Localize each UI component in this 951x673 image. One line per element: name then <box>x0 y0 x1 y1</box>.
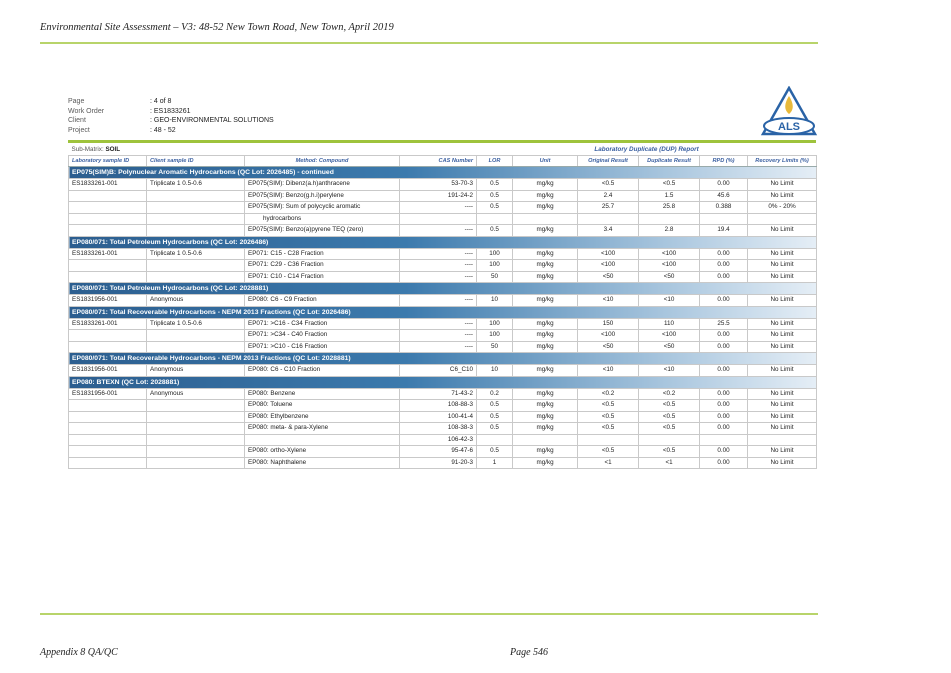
cell-lab-sample-id <box>69 271 147 283</box>
cell-rpd: 0.00 <box>700 271 748 283</box>
cell-rpd: 0.00 <box>700 330 748 342</box>
table-row <box>69 400 817 412</box>
cell-lor: 0.5 <box>477 225 513 237</box>
cell-rpd: 0.00 <box>700 457 748 469</box>
cell-cas-number: ---- <box>400 318 477 330</box>
cell-lab-sample-id <box>69 330 147 342</box>
cell-cas-number: 191-24-2 <box>400 190 477 202</box>
cell-original-result: 3.4 <box>578 225 639 237</box>
table-row <box>69 248 817 260</box>
cell-client-sample-id: Triplicate 1 0.5-0.6 <box>147 179 245 191</box>
meta-row-work-order <box>68 107 816 117</box>
section-header-row <box>69 236 817 248</box>
cell-rpd: 0.00 <box>700 341 748 353</box>
meta-value: : 48 - 52 <box>150 126 176 134</box>
cell-cas-number: 53-70-3 <box>400 179 477 191</box>
cell-lor: 0.5 <box>477 202 513 214</box>
cell-cas-number: ---- <box>400 225 477 237</box>
cell-duplicate-result: <1 <box>639 457 700 469</box>
meta-label: Client <box>68 117 86 124</box>
cell-compound: EP071: C10 - C14 Fraction <box>245 271 400 283</box>
cell-client-sample-id <box>147 446 245 458</box>
cell-cas-number <box>400 213 477 225</box>
cell-lab-sample-id <box>69 434 147 446</box>
col-client-sample-id: Client sample ID <box>147 156 245 167</box>
table-row <box>69 295 817 307</box>
cell-rpd: 25.5 <box>700 318 748 330</box>
cell-lor: 0.5 <box>477 446 513 458</box>
cell-duplicate-result <box>639 213 700 225</box>
cell-cas-number: ---- <box>400 260 477 272</box>
cell-duplicate-result: 110 <box>639 318 700 330</box>
cell-client-sample-id <box>147 190 245 202</box>
cell-rpd: 0.00 <box>700 295 748 307</box>
cell-lor: 10 <box>477 295 513 307</box>
meta-row-project <box>68 126 816 136</box>
col-lor: LOR <box>477 156 513 167</box>
cell-original-result: <100 <box>578 330 639 342</box>
cell-lor: 1 <box>477 457 513 469</box>
cell-recovery-limit: No Limit <box>748 318 817 330</box>
cell-duplicate-result: <100 <box>639 260 700 272</box>
cell-original-result: <0.2 <box>578 388 639 400</box>
col-cas-number: CAS Number <box>400 156 477 167</box>
cell-client-sample-id: Triplicate 1 0.5-0.6 <box>147 248 245 260</box>
section-title: EP080/071: Total Recoverable Hydrocarbons - NEPM 2013 Fractions (QC Lot: 2026486) <box>69 306 817 318</box>
cell-cas-number: 106-42-3 <box>400 434 477 446</box>
table-row <box>69 179 817 191</box>
table-row <box>69 190 817 202</box>
cell-lor: 0.5 <box>477 179 513 191</box>
cell-cas-number: 100-41-4 <box>400 411 477 423</box>
cell-client-sample-id <box>147 341 245 353</box>
duplicate-report-table <box>68 145 817 469</box>
cell-rpd: 0.00 <box>700 400 748 412</box>
cell-cas-number: ---- <box>400 248 477 260</box>
cell-lab-sample-id <box>69 213 147 225</box>
cell-lab-sample-id <box>69 446 147 458</box>
cell-lab-sample-id <box>69 190 147 202</box>
cell-compound: EP071: C29 - C36 Fraction <box>245 260 400 272</box>
cell-original-result: <50 <box>578 271 639 283</box>
cell-lab-sample-id: ES1831956-001 <box>69 295 147 307</box>
cell-lor: 100 <box>477 260 513 272</box>
cell-recovery-limit: No Limit <box>748 190 817 202</box>
cell-client-sample-id <box>147 202 245 214</box>
cell-lor <box>477 434 513 446</box>
table-body <box>69 145 817 469</box>
cell-rpd: 0.00 <box>700 446 748 458</box>
cell-compound: EP071: >C34 - C40 Fraction <box>245 330 400 342</box>
section-header-row <box>69 283 817 295</box>
cell-client-sample-id <box>147 271 245 283</box>
cell-client-sample-id <box>147 411 245 423</box>
cell-unit: mg/kg <box>513 423 578 435</box>
cell-original-result: <0.5 <box>578 411 639 423</box>
cell-compound: EP080: ortho-Xylene <box>245 446 400 458</box>
cell-original-result: <10 <box>578 295 639 307</box>
cell-compound: EP075(SIM): Benzo(a)pyrene TEQ (zero) <box>245 225 400 237</box>
page-number: Page 546 <box>510 647 549 658</box>
cell-duplicate-result: <0.5 <box>639 446 700 458</box>
cell-original-result: <0.5 <box>578 446 639 458</box>
cell-lab-sample-id <box>69 457 147 469</box>
meta-row-client <box>68 116 816 126</box>
cell-cas-number: 108-88-3 <box>400 400 477 412</box>
section-title: EP080/071: Total Petroleum Hydrocarbons (QC Lot: 2028881) <box>69 283 817 295</box>
cell-unit: mg/kg <box>513 457 578 469</box>
cell-lor: 0.5 <box>477 423 513 435</box>
col-unit: Unit <box>513 156 578 167</box>
table-row <box>69 446 817 458</box>
section-header-row <box>69 306 817 318</box>
cell-rpd: 0.00 <box>700 411 748 423</box>
cell-lor: 100 <box>477 330 513 342</box>
cell-unit: mg/kg <box>513 330 578 342</box>
cell-duplicate-result: <0.5 <box>639 411 700 423</box>
cell-compound: EP075(SIM): Sum of polycyclic aromatic <box>245 202 400 214</box>
cell-lor: 0.5 <box>477 190 513 202</box>
cell-cas-number: ---- <box>400 295 477 307</box>
cell-lab-sample-id <box>69 411 147 423</box>
meta-label: Page <box>68 98 85 105</box>
cell-duplicate-result: <50 <box>639 341 700 353</box>
cell-duplicate-result: 25.8 <box>639 202 700 214</box>
cell-client-sample-id <box>147 225 245 237</box>
cell-recovery-limit <box>748 434 817 446</box>
col-lab-sample-id: Laboratory sample ID <box>69 156 147 167</box>
cell-original-result: <50 <box>578 341 639 353</box>
cell-cas-number: ---- <box>400 271 477 283</box>
cell-recovery-limit: No Limit <box>748 260 817 272</box>
col-rpd: RPD (%) <box>700 156 748 167</box>
cell-duplicate-result <box>639 434 700 446</box>
cell-recovery-limit: No Limit <box>748 271 817 283</box>
cell-rpd: 0.00 <box>700 365 748 377</box>
header-green-bar <box>68 140 816 143</box>
cell-lor: 0.2 <box>477 388 513 400</box>
cell-client-sample-id: Anonymous <box>147 295 245 307</box>
cell-recovery-limit: No Limit <box>748 365 817 377</box>
cell-client-sample-id <box>147 423 245 435</box>
cell-unit: mg/kg <box>513 190 578 202</box>
cell-original-result: 150 <box>578 318 639 330</box>
table-row <box>69 388 817 400</box>
cell-cas-number: 91-20-3 <box>400 457 477 469</box>
cell-unit: mg/kg <box>513 388 578 400</box>
cell-compound: EP080: C6 - C10 Fraction <box>245 365 400 377</box>
report-meta-block <box>68 97 816 135</box>
submatrix-value: SOIL <box>105 146 121 153</box>
cell-rpd: 45.6 <box>700 190 748 202</box>
cell-rpd: 0.00 <box>700 388 748 400</box>
cell-lor: 100 <box>477 248 513 260</box>
cell-compound: EP080: C6 - C9 Fraction <box>245 295 400 307</box>
cell-original-result: <0.5 <box>578 179 639 191</box>
cell-duplicate-result: <50 <box>639 271 700 283</box>
section-title: EP080/071: Total Recoverable Hydrocarbons - NEPM 2013 Fractions (QC Lot: 2028881) <box>69 353 817 365</box>
cell-recovery-limit: 0% - 20% <box>748 202 817 214</box>
cell-recovery-limit: No Limit <box>748 388 817 400</box>
cell-lab-sample-id: ES1831956-001 <box>69 365 147 377</box>
cell-original-result: <0.5 <box>578 423 639 435</box>
submatrix-row <box>69 145 817 156</box>
cell-recovery-limit: No Limit <box>748 400 817 412</box>
report-meta <box>68 97 816 135</box>
cell-recovery-limit: No Limit <box>748 248 817 260</box>
cell-lab-sample-id <box>69 260 147 272</box>
col-original-result: Original Result <box>578 156 639 167</box>
document-header: Environmental Site Assessment – V3: 48-52 New Town Road, New Town, April 2019 <box>40 22 394 33</box>
column-header-row <box>69 156 817 167</box>
cell-cas-number: 95-47-6 <box>400 446 477 458</box>
cell-unit: mg/kg <box>513 365 578 377</box>
section-title: EP080: BTEXN (QC Lot: 2028881) <box>69 376 817 388</box>
section-header-row <box>69 353 817 365</box>
cell-duplicate-result: <100 <box>639 330 700 342</box>
cell-lor: 0.5 <box>477 400 513 412</box>
cell-recovery-limit: No Limit <box>748 423 817 435</box>
cell-compound: EP080: Naphthalene <box>245 457 400 469</box>
cell-duplicate-result: <10 <box>639 365 700 377</box>
cell-cas-number: ---- <box>400 330 477 342</box>
cell-recovery-limit: No Limit <box>748 330 817 342</box>
cell-original-result: 25.7 <box>578 202 639 214</box>
cell-compound: EP080: Benzene <box>245 388 400 400</box>
cell-rpd: 0.00 <box>700 179 748 191</box>
cell-unit: mg/kg <box>513 411 578 423</box>
meta-label: Project <box>68 126 90 134</box>
section-header-row <box>69 376 817 388</box>
cell-unit: mg/kg <box>513 400 578 412</box>
cell-original-result: <0.5 <box>578 400 639 412</box>
cell-recovery-limit: No Limit <box>748 446 817 458</box>
cell-original-result: <100 <box>578 248 639 260</box>
cell-recovery-limit: No Limit <box>748 457 817 469</box>
cell-unit: mg/kg <box>513 202 578 214</box>
cell-cas-number: C6_C10 <box>400 365 477 377</box>
cell-lab-sample-id <box>69 225 147 237</box>
cell-duplicate-result: <0.5 <box>639 423 700 435</box>
table-row <box>69 411 817 423</box>
cell-rpd: 0.388 <box>700 202 748 214</box>
cell-unit <box>513 434 578 446</box>
cell-client-sample-id: Anonymous <box>147 365 245 377</box>
cell-recovery-limit: No Limit <box>748 341 817 353</box>
cell-client-sample-id: Triplicate 1 0.5-0.6 <box>147 318 245 330</box>
cell-compound: EP080: meta- & para-Xylene <box>245 423 400 435</box>
cell-lor <box>477 213 513 225</box>
cell-compound: EP080: Toluene <box>245 400 400 412</box>
cell-cas-number: ---- <box>400 341 477 353</box>
col-duplicate-result: Duplicate Result <box>639 156 700 167</box>
table-row <box>69 318 817 330</box>
cell-original-result: <10 <box>578 365 639 377</box>
cell-lab-sample-id: ES1831956-001 <box>69 388 147 400</box>
cell-unit: mg/kg <box>513 225 578 237</box>
cell-duplicate-result: <10 <box>639 295 700 307</box>
cell-compound <box>245 434 400 446</box>
cell-lor: 10 <box>477 365 513 377</box>
cell-recovery-limit: No Limit <box>748 411 817 423</box>
cell-lab-sample-id <box>69 341 147 353</box>
table-row <box>69 330 817 342</box>
cell-lor: 50 <box>477 271 513 283</box>
cell-lab-sample-id: ES1833261-001 <box>69 248 147 260</box>
col-method-compound: Method: Compound <box>245 156 400 167</box>
cell-duplicate-result: 1.5 <box>639 190 700 202</box>
table-row <box>69 260 817 272</box>
cell-client-sample-id: Anonymous <box>147 388 245 400</box>
cell-rpd: 19.4 <box>700 225 748 237</box>
submatrix-label: Sub-Matrix: <box>71 146 106 153</box>
als-logo-icon <box>760 86 818 138</box>
cell-recovery-limit: No Limit <box>748 295 817 307</box>
meta-value: : ES1833261 <box>150 107 191 115</box>
cell-unit: mg/kg <box>513 446 578 458</box>
section-title: EP080/071: Total Petroleum Hydrocarbons (QC Lot: 2026486) <box>69 236 817 248</box>
cell-client-sample-id <box>147 400 245 412</box>
cell-lor: 0.5 <box>477 411 513 423</box>
cell-client-sample-id <box>147 260 245 272</box>
footer-rule <box>40 613 818 615</box>
meta-value: : 4 of 8 <box>150 98 172 105</box>
table-row <box>69 341 817 353</box>
cell-cas-number: ---- <box>400 202 477 214</box>
cell-cas-number: 108-38-3 <box>400 423 477 435</box>
cell-unit: mg/kg <box>513 341 578 353</box>
cell-lor: 100 <box>477 318 513 330</box>
cell-unit: mg/kg <box>513 271 578 283</box>
cell-compound: EP071: >C10 - C16 Fraction <box>245 341 400 353</box>
cell-unit: mg/kg <box>513 179 578 191</box>
header-rule <box>40 42 818 44</box>
cell-duplicate-result: 2.8 <box>639 225 700 237</box>
cell-original-result <box>578 213 639 225</box>
cell-duplicate-result: <0.5 <box>639 179 700 191</box>
cell-unit: mg/kg <box>513 295 578 307</box>
table-row <box>69 271 817 283</box>
meta-value: : GEO-ENVIRONMENTAL SOLUTIONS <box>150 117 274 124</box>
cell-compound: EP075(SIM): Dibenz(a.h)anthracene <box>245 179 400 191</box>
cell-unit <box>513 213 578 225</box>
cell-original-result <box>578 434 639 446</box>
cell-lab-sample-id <box>69 202 147 214</box>
section-header-row <box>69 167 817 179</box>
cell-compound: EP075(SIM): Benzo(g.h.i)perylene <box>245 190 400 202</box>
cell-client-sample-id <box>147 457 245 469</box>
cell-rpd: 0.00 <box>700 260 748 272</box>
report-title: Laboratory Duplicate (DUP) Report <box>477 145 817 156</box>
cell-original-result: <100 <box>578 260 639 272</box>
submatrix-cell <box>69 145 477 156</box>
cell-cas-number: 71-43-2 <box>400 388 477 400</box>
cell-lab-sample-id <box>69 423 147 435</box>
cell-client-sample-id <box>147 330 245 342</box>
cell-compound: EP080: Ethylbenzene <box>245 411 400 423</box>
table-row <box>69 423 817 435</box>
cell-unit: mg/kg <box>513 260 578 272</box>
cell-unit: mg/kg <box>513 248 578 260</box>
cell-lab-sample-id: ES1833261-001 <box>69 318 147 330</box>
table-row <box>69 457 817 469</box>
cell-compound: EP071: C15 - C28 Fraction <box>245 248 400 260</box>
cell-recovery-limit <box>748 213 817 225</box>
cell-compound: hydrocarbons <box>245 213 400 225</box>
table-row <box>69 434 817 446</box>
document-footer-left: Appendix 8 QA/QC <box>40 647 118 658</box>
cell-original-result: <1 <box>578 457 639 469</box>
cell-client-sample-id <box>147 434 245 446</box>
cell-duplicate-result: <100 <box>639 248 700 260</box>
cell-duplicate-result: <0.2 <box>639 388 700 400</box>
cell-duplicate-result: <0.5 <box>639 400 700 412</box>
table-row <box>69 365 817 377</box>
cell-rpd: 0.00 <box>700 423 748 435</box>
logo-text: ALS <box>778 121 800 133</box>
cell-unit: mg/kg <box>513 318 578 330</box>
col-recovery-limits: Recovery Limits (%) <box>748 156 817 167</box>
meta-row-page <box>68 97 816 107</box>
cell-lor: 50 <box>477 341 513 353</box>
cell-recovery-limit: No Limit <box>748 225 817 237</box>
cell-rpd: 0.00 <box>700 248 748 260</box>
cell-original-result: 2.4 <box>578 190 639 202</box>
section-title: EP075(SIM)B: Polynuclear Aromatic Hydrocarbons (QC Lot: 2026485) - continued <box>69 167 817 179</box>
cell-compound: EP071: >C16 - C34 Fraction <box>245 318 400 330</box>
cell-lab-sample-id <box>69 400 147 412</box>
cell-client-sample-id <box>147 213 245 225</box>
meta-label: Work Order <box>68 107 105 115</box>
table-row <box>69 225 817 237</box>
cell-recovery-limit: No Limit <box>748 179 817 191</box>
cell-rpd <box>700 213 748 225</box>
cell-rpd <box>700 434 748 446</box>
table-row <box>69 213 817 225</box>
table-row <box>69 202 817 214</box>
cell-lab-sample-id: ES1833261-001 <box>69 179 147 191</box>
